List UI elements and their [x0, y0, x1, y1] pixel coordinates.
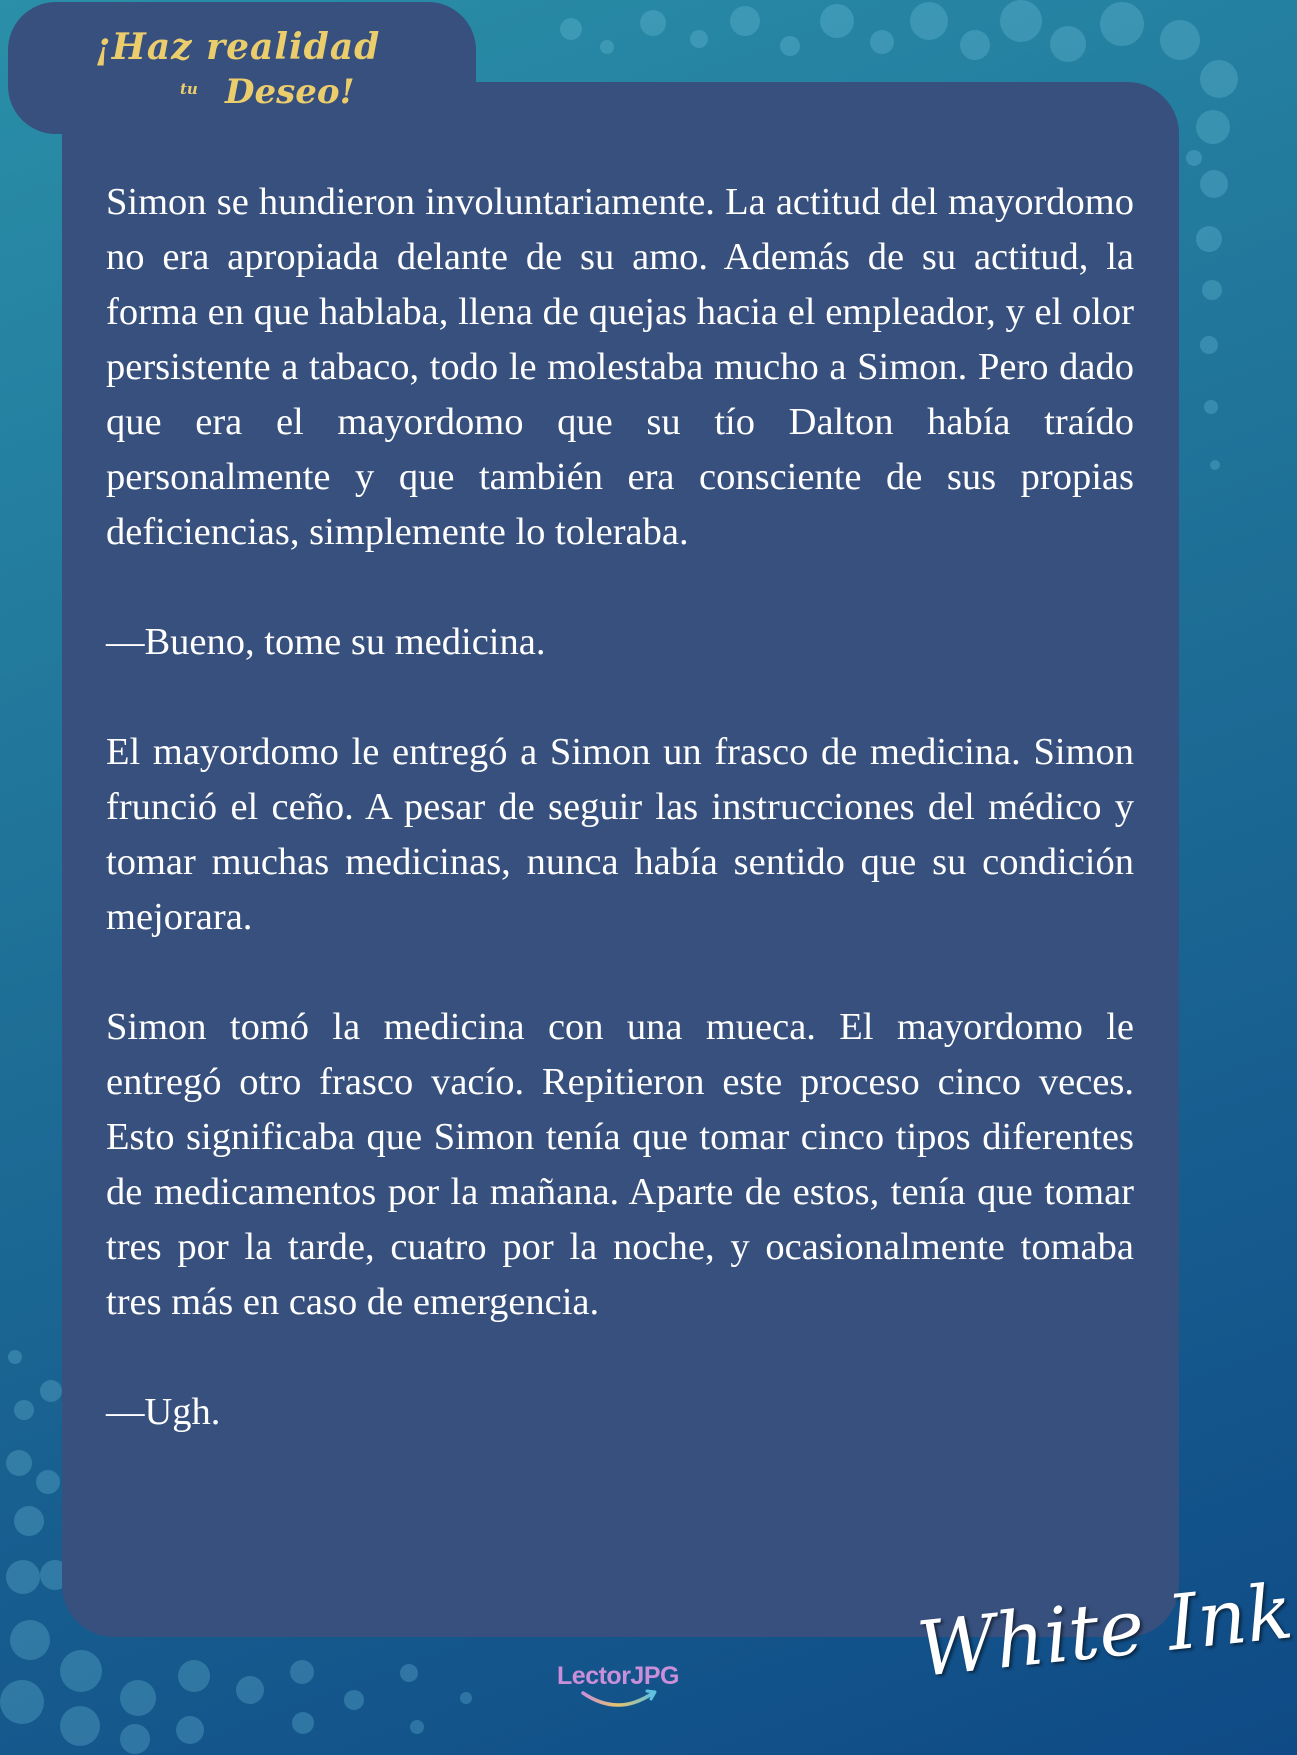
lectorjpg-watermark — [548, 1662, 688, 1722]
logo-line-2: Deseo! — [225, 72, 355, 112]
paragraph-1: Simon se hundieron involuntariamente. La actitud del mayordomo no era apropiada delante de su amo. Además de su actitud, la forma en que hablaba, llena de quejas hacia el empleador, y el olor persistente a tabaco, todo le molestaba mucho a Simon. Pero dado que era el mayordomo que su tío Dalton había traído personalmente y que también era consciente de sus propias deficiencias, simplemente lo toleraba. — [106, 181, 1134, 553]
white-ink-signature: White Ink — [913, 1566, 1297, 1694]
logo-line-1: ¡Haz realidad — [95, 26, 381, 68]
paragraph-4: Simon tomó la medicina con una mueca. El mayordomo le entregó otro frasco vacío. Repitieron este proceso cinco veces. Esto significaba que Simon tenía que tomar cinco tipos diferentes de medicamentos por la mañana. Aparte de estos, tenía que tomar tres por la tarde, cuatro por la noche, y ocasionalmente tomaba tres más en caso de emergencia. — [106, 1006, 1134, 1323]
story-text — [106, 175, 1134, 1495]
watermark-text: LectorJPG — [557, 1662, 679, 1690]
smile-icon — [563, 1689, 673, 1713]
paragraph-5: —Ugh. — [106, 1391, 221, 1433]
paragraph-2: —Bueno, tome su medicina. — [106, 621, 546, 663]
brand-logo — [95, 22, 381, 124]
logo-small-word: tu — [180, 80, 198, 98]
paragraph-3: El mayordomo le entregó a Simon un frasco de medicina. Simon frunció el ceño. A pesar de seguir las instrucciones del médico y tomar muchas medicinas, nunca había sentido que su condición mejorara. — [106, 731, 1134, 938]
